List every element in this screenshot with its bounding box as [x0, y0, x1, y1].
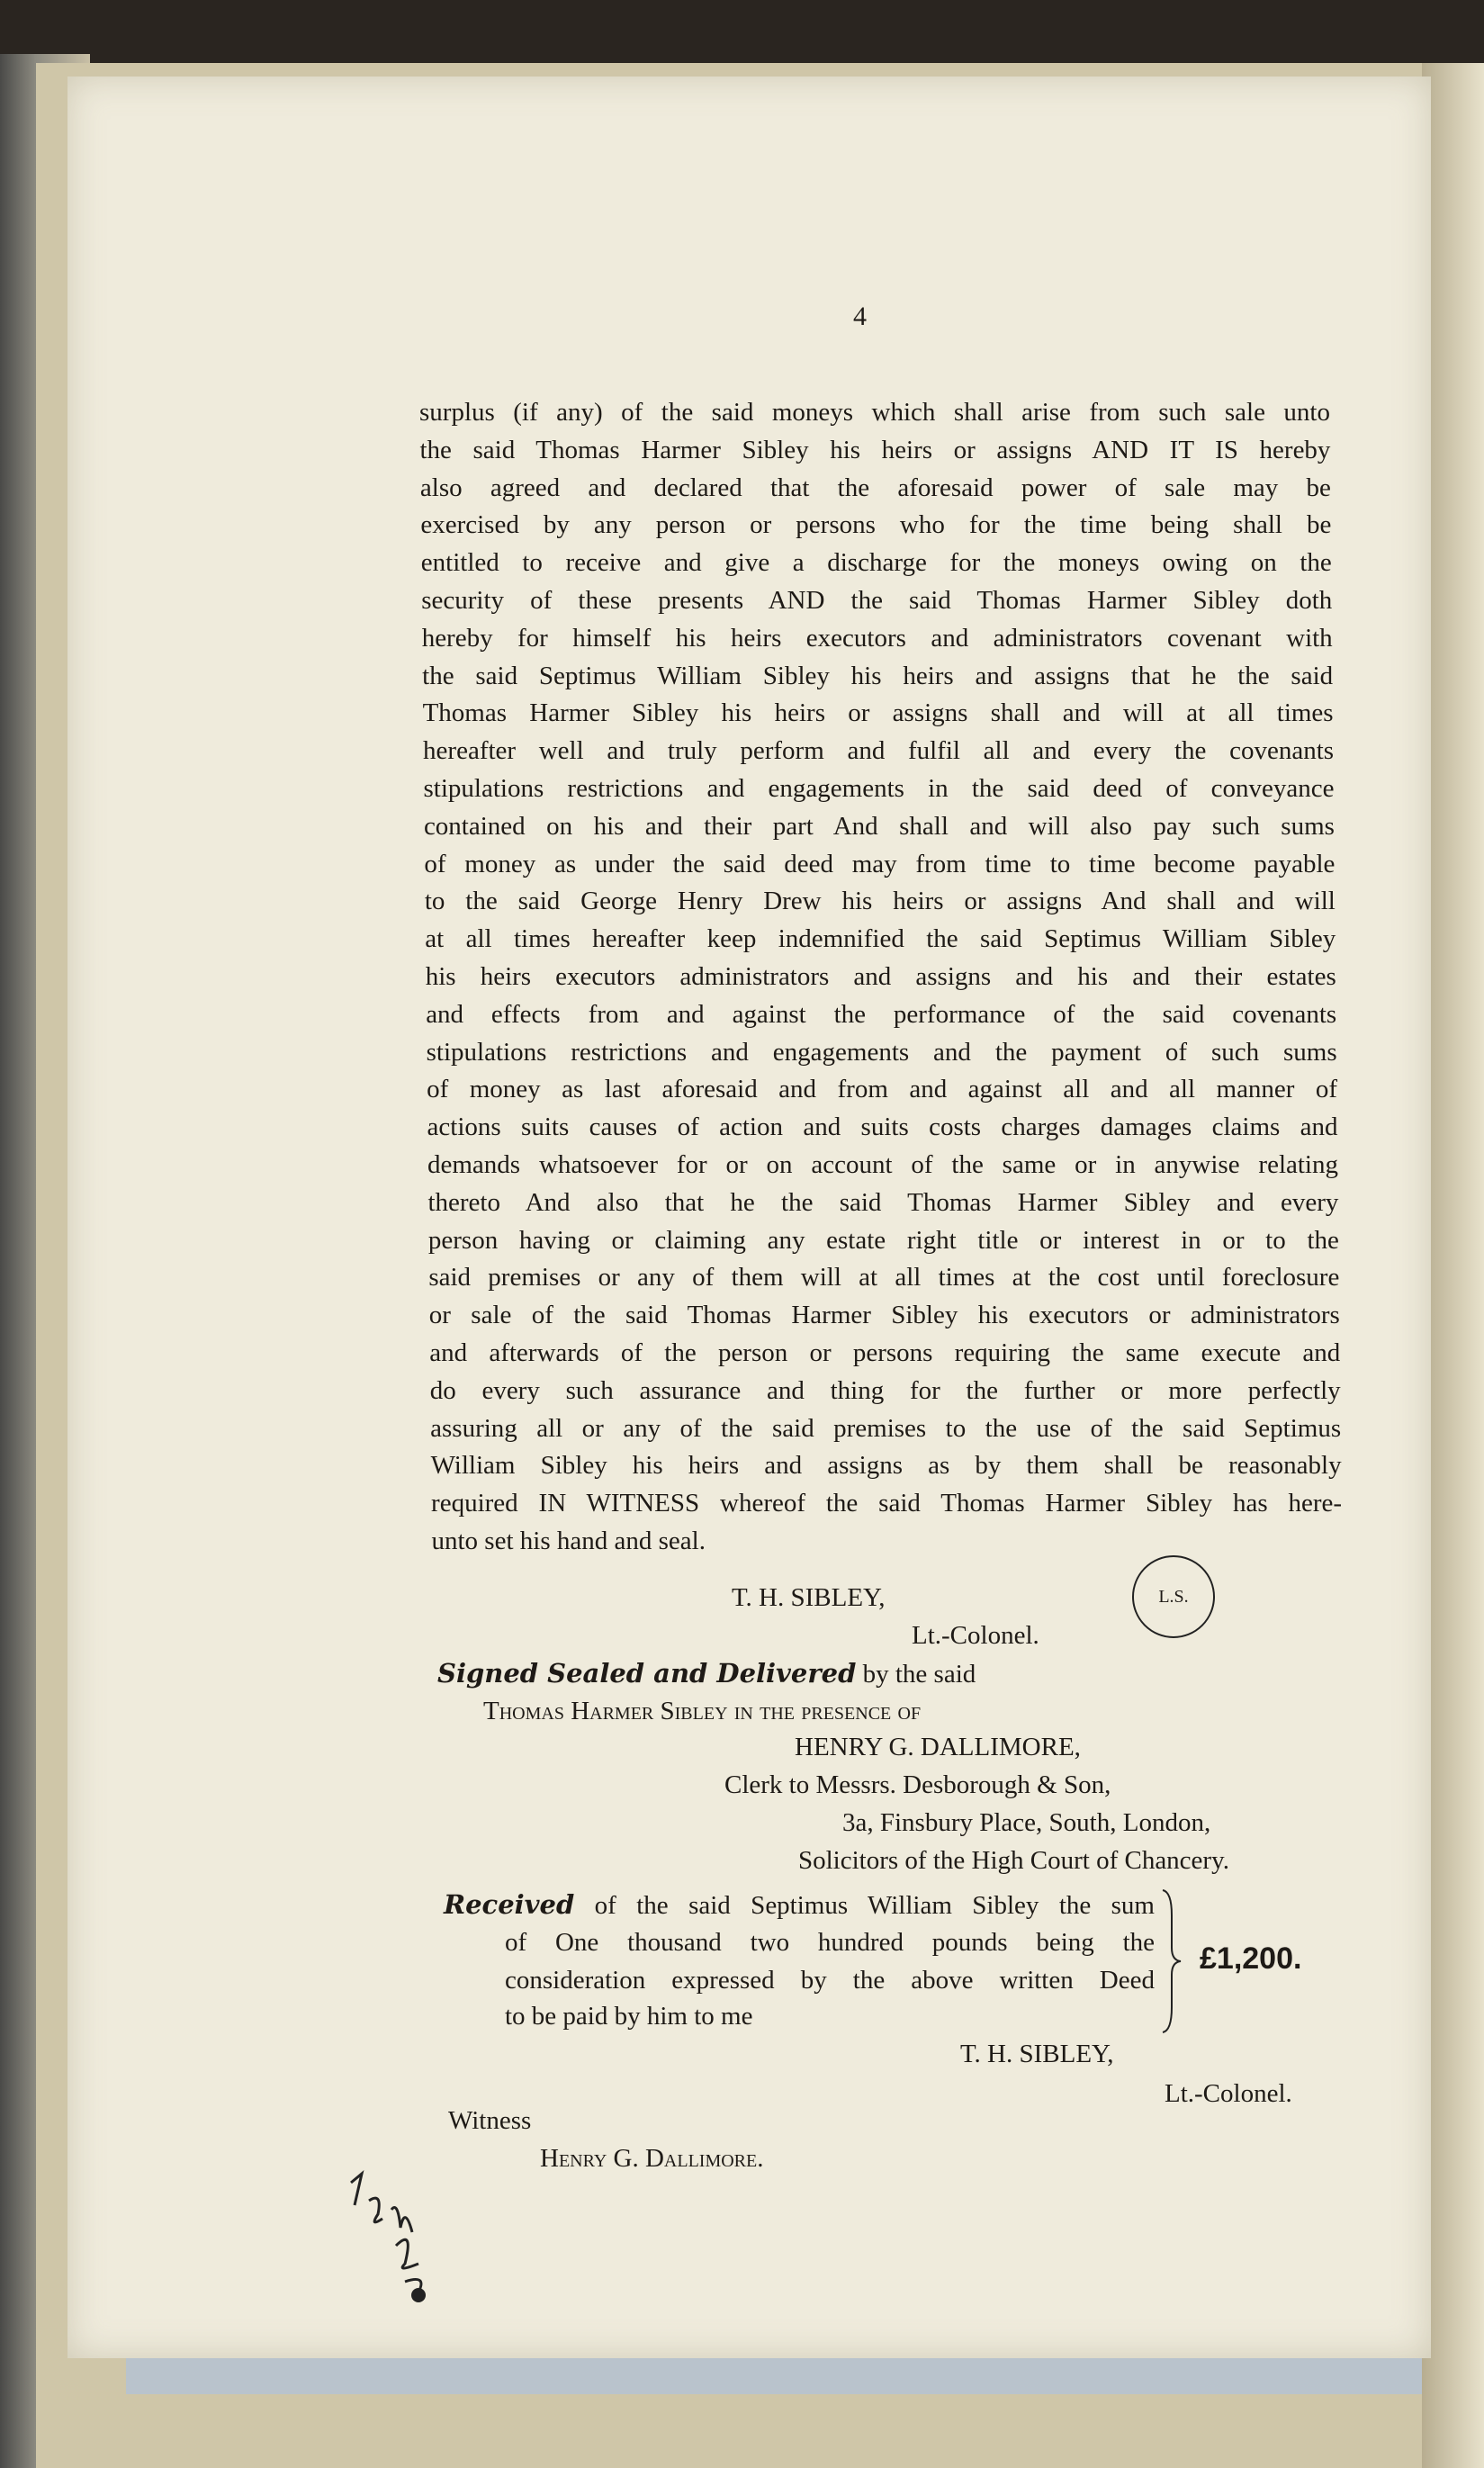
body-line: demands whatsoever for or on account of the same or in anywise relating: [427, 1150, 1338, 1179]
body-line: at all times hereafter keep indemnified the said Septimus William Sibley: [425, 924, 1336, 954]
body-line: thereto And also that he the said Thomas Harmer Sibley and every: [427, 1187, 1339, 1217]
seal-ls: [1132, 1555, 1215, 1638]
body-line: the said Septimus William Sibley his heirs and assigns that he the said: [422, 661, 1334, 690]
body-line: also agreed and declared that the aforesaid power of sale may be: [419, 473, 1331, 502]
body-line: hereby for himself his heirs executors and administrators covenant with: [421, 623, 1333, 653]
body-line: surplus (if any) of the said moneys which shall arise from such sale unto: [419, 398, 1330, 427]
witness-firm: Solicitors of the High Court of Chancery.: [798, 1846, 1229, 1875]
signature2-rank: Lt.-Colonel.: [1165, 2079, 1292, 2108]
witness-label: Witness: [448, 2106, 532, 2135]
body-line: or sale of the said Thomas Harmer Sibley his executors or administrators: [428, 1301, 1340, 1330]
witness-name: HENRY G. DALLIMORE,: [795, 1733, 1081, 1761]
receipt-line3: consideration expressed by the above written Deed: [505, 1966, 1155, 1995]
body-line: entitled to receive and give a discharge for the moneys owing on the: [420, 548, 1332, 578]
receipt-line4: to be paid by him to me: [505, 2002, 753, 2031]
witness-occupation: Clerk to Messrs. Desborough & Son,: [724, 1770, 1111, 1799]
seal-label: L.S.: [1158, 1586, 1189, 1607]
page-number: 4: [853, 302, 867, 331]
body-line: security of these presents AND the said Thomas Harmer Sibley doth: [421, 586, 1333, 615]
body-line: exercised by any person or persons who for the time being shall be: [420, 510, 1332, 540]
attestation-rest: by the said: [862, 1660, 976, 1689]
blackletter-received: Received: [444, 1889, 575, 1920]
receipt-amount: £1,200.: [1200, 1941, 1302, 1976]
body-line: required IN WITNESS whereof the said Thomas Harmer Sibley has here-: [431, 1489, 1343, 1518]
signature-rank: Lt.-Colonel.: [912, 1621, 1039, 1650]
body-line: person having or claiming any estate right title or interest in or to the: [427, 1225, 1339, 1255]
attestation-line1: [437, 1658, 976, 1689]
body-line: contained on his and their part And shall and will also pay such sums: [423, 811, 1335, 841]
signature-name: T. H. SIBLEY,: [732, 1583, 886, 1612]
body-line: assuring all or any of the said premises to the use of the said Septimus: [430, 1413, 1342, 1443]
body-line: William Sibley his heirs and assigns as by them shall be reasonably: [430, 1451, 1342, 1481]
body-line: stipulations restrictions and engagements and the payment of such sums: [426, 1037, 1337, 1067]
receipt-line2: of One thousand two hundred pounds being the: [505, 1928, 1155, 1957]
witness2-name: Henry G. Dallimore.: [540, 2144, 764, 2173]
attestation-line2: Thomas Harmer Sibley in the presence of: [483, 1697, 922, 1725]
body-line: said premises or any of them will at all times at the cost until foreclosure: [428, 1263, 1340, 1293]
signature2-name: T. H. SIBLEY,: [960, 2040, 1114, 2068]
body-line: and afterwards of the person or persons requiring the same execute and: [429, 1338, 1341, 1367]
body-line: of money as last aforesaid and from and against all and all manner of: [427, 1075, 1338, 1104]
body-line: do every such assurance and thing for the further or more perfectly: [429, 1375, 1341, 1405]
body-line: the said Thomas Harmer Sibley his heirs or assigns AND IT IS hereby: [419, 435, 1331, 464]
witness-address: 3a, Finsbury Place, South, London,: [842, 1808, 1211, 1837]
body-line: hereafter well and truly perform and fulfil all and every the covenants: [423, 736, 1335, 766]
body-line: actions suits causes of action and suits costs charges damages claims and: [427, 1112, 1338, 1142]
curly-brace: [1161, 1888, 1183, 2034]
body-line: Thomas Harmer Sibley his heirs or assigns shall and will at all times: [422, 698, 1334, 728]
receipt-line1: [444, 1889, 1155, 1921]
receipt-rest: of the said Septimus William Sibley the sum: [594, 1891, 1155, 1920]
body-line: to the said George Henry Drew his heirs or assigns And shall and will: [424, 887, 1336, 916]
body-line: of money as under the said deed may from time to time become payable: [424, 849, 1336, 878]
body-line: unto set his hand and seal.: [431, 1527, 706, 1555]
facing-page-edge: [1422, 63, 1484, 2468]
body-line: and effects from and against the performance of the said covenants: [426, 999, 1337, 1029]
blackletter-heading: Signed Sealed and Delivered: [437, 1658, 857, 1689]
body-line: stipulations restrictions and engagements in the said deed of conveyance: [423, 774, 1335, 803]
handwritten-annotation: [342, 2165, 477, 2309]
body-line: his heirs executors administrators and assigns and his and their estates: [425, 962, 1336, 991]
